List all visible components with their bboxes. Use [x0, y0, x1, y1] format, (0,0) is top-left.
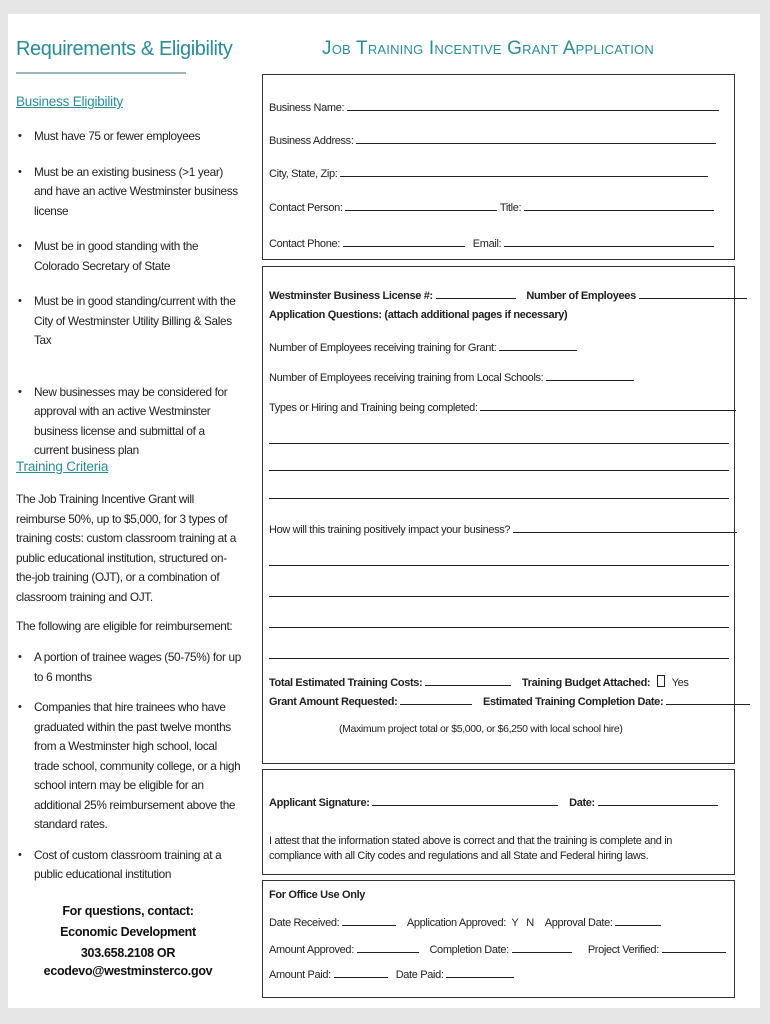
contact-phone: 303.658.2108 OR	[80, 946, 176, 960]
business-eligibility-heading: Business Eligibility	[16, 94, 124, 109]
training-criteria-heading: Training Criteria	[16, 459, 109, 474]
title-label: Title:	[499, 202, 522, 214]
answer-line[interactable]	[269, 658, 729, 659]
office-use-box	[262, 880, 735, 998]
answer-line[interactable]	[269, 627, 729, 628]
maximum-note: (Maximum project total or $5,000, or $6,250 with local school hire)	[339, 723, 623, 735]
amount-paid-line[interactable]	[334, 968, 388, 978]
title-underline	[16, 72, 186, 74]
answer-line[interactable]	[269, 443, 729, 444]
applicant-signature-field[interactable]: Applicant Signature: Date:	[269, 796, 718, 809]
contact-person-field[interactable]: Contact Person: Title:	[269, 201, 714, 214]
completion-date-label: Estimated Training Completion Date:	[482, 696, 664, 708]
yes-option[interactable]: Y	[511, 917, 519, 929]
business-name-field[interactable]: Business Name:	[269, 101, 719, 114]
yes-label: Yes	[671, 677, 689, 689]
completion-date-line[interactable]	[512, 943, 572, 953]
total-costs-field[interactable]: Total Estimated Training Costs: Training Budget Attached: Yes	[269, 677, 689, 689]
list-item: • Must be in good standing with the Colorado Secretary of State	[16, 237, 241, 276]
office-row-3: Amount Paid: Date Paid:	[269, 968, 514, 981]
answer-line[interactable]	[269, 470, 729, 471]
answer-line[interactable]	[269, 498, 729, 499]
budget-attached-label: Training Budget Attached:	[521, 677, 651, 689]
approval-date-line[interactable]	[615, 916, 661, 926]
office-row-2: Amount Approved: Completion Date: Project Verified:	[269, 943, 726, 956]
list-item: • Must be an existing business (>1 year) and have an active Westminster business license	[16, 163, 241, 222]
num-employees-label: Number of Employees	[526, 290, 636, 302]
application-box	[262, 266, 735, 764]
eligible-intro: The following are eligible for reimbursement:	[16, 619, 233, 633]
application-title: Job Training Incentive Grant Application	[322, 38, 654, 59]
list-item: • Companies that hire trainees who have graduated within the past twelve months from a Westminster high school, local trade school, community college, or a high school intern may be eligible for an additional 25% reimbursement above the standard rates.	[16, 698, 244, 835]
answer-line[interactable]	[269, 596, 729, 597]
business-info-box	[262, 74, 735, 260]
q3-field[interactable]: Types or Hiring and Training being completed:	[269, 401, 736, 414]
contact-department: Economic Development	[60, 925, 196, 939]
q4-field[interactable]: How will this training positively impact your business?	[269, 523, 737, 536]
attestation-text: I attest that the information stated above is correct and that the training is complete and in compliance with all City codes and regulations and all State and Federal hiring laws.	[269, 835, 673, 862]
checkbox-icon[interactable]	[657, 675, 665, 687]
contact-block	[28, 901, 228, 978]
contact-phone-field[interactable]: Contact Phone: Email:	[269, 237, 714, 250]
training-criteria-paragraph: The Job Training Incentive Grant will reimburse 50%, up to $5,000, for 3 types of training costs: custom classroom training at a public educational institution, structured on-the-job training (OJT), or a combination of classroom training and OJT.	[16, 492, 236, 604]
no-option[interactable]: N	[526, 917, 534, 929]
date-received-line[interactable]	[342, 916, 396, 926]
signature-date-label: Date:	[569, 797, 595, 809]
contact-email[interactable]: ecodevo@westminsterco.gov	[43, 964, 213, 978]
eligible-list	[16, 648, 244, 885]
email-label: Email:	[472, 238, 502, 250]
list-item: • A portion of trainee wages (50-75%) for up to 6 months	[16, 648, 244, 687]
questions-heading: Application Questions: (attach additional pages if necessary)	[269, 309, 568, 321]
q1-field[interactable]: Number of Employees receiving training for Grant:	[269, 341, 577, 354]
section-title: Requirements & Eligibility	[16, 38, 233, 60]
business-eligibility-list	[16, 127, 241, 461]
answer-line[interactable]	[269, 565, 729, 566]
contact-heading: For questions, contact:	[62, 904, 194, 918]
city-state-zip-field[interactable]: City, State, Zip:	[269, 167, 708, 180]
list-item: • New businesses may be considered for approval with an active Westminster business license and submittal of a current business plan	[16, 383, 241, 461]
office-use-heading: For Office Use Only	[269, 889, 366, 901]
amount-approved-line[interactable]	[357, 943, 419, 953]
q2-field[interactable]: Number of Employees receiving training from Local Schools:	[269, 371, 634, 384]
business-address-field[interactable]: Business Address:	[269, 134, 716, 147]
list-item: • Must be in good standing/current with the City of Westminster Utility Billing & Sales Tax	[16, 292, 241, 351]
date-paid-line[interactable]	[446, 968, 514, 978]
list-item: • Must have 75 or fewer employees	[16, 127, 241, 147]
list-item: • Cost of custom classroom training at a public educational institution	[16, 846, 244, 885]
project-verified-line[interactable]	[662, 943, 726, 953]
office-row-1: Date Received: Application Approved: Y N Approval Date:	[269, 916, 661, 929]
license-field[interactable]: Westminster Business License #: Number of Employees	[269, 289, 747, 302]
signature-box	[262, 769, 735, 875]
grant-requested-field[interactable]: Grant Amount Requested: Estimated Training Completion Date:	[269, 695, 750, 708]
document-page	[8, 14, 760, 1008]
